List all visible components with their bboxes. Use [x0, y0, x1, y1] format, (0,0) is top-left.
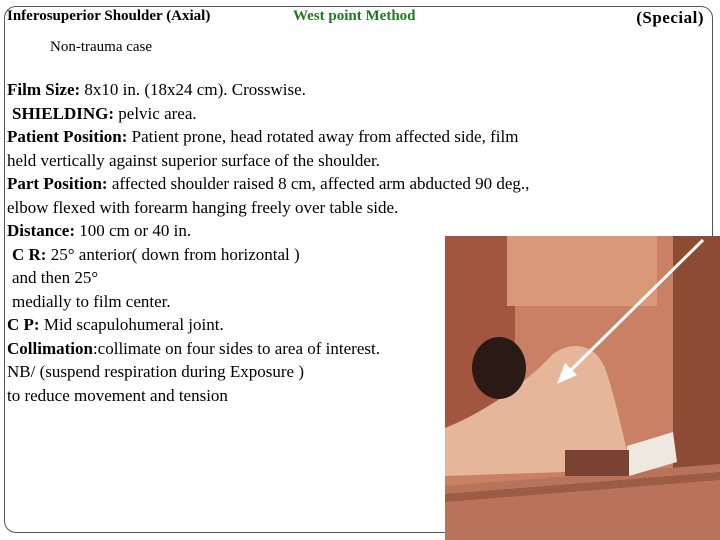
part-position-label: Part Position: — [7, 174, 108, 193]
central-ray-label: C R: — [12, 244, 47, 264]
shielding-line — [7, 102, 537, 126]
part-position-value: affected shoulder raised 8 cm, affected arm abducted 90 deg., elbow flexed with forearm hanging freely over table side. — [7, 174, 530, 217]
central-ray-line-3: medially to film center. — [12, 291, 171, 311]
part-position-line — [7, 172, 537, 219]
distance-label: Distance: — [7, 221, 75, 240]
central-point-value: Mid scapulohumeral joint. — [39, 315, 224, 334]
central-ray-value: 25° anterior( down from horizontal ) — [46, 244, 300, 264]
patient-position-value: Patient prone, head rotated away from affected side, film held vertically against superior surface of the shoulder. — [7, 127, 519, 170]
procedure-text — [7, 78, 537, 407]
shielding-label: SHIELDING: — [12, 103, 115, 123]
note-line: NB/ (suspend respiration during Exposure ) — [7, 362, 304, 381]
method-title: West point Method — [293, 8, 416, 24]
distance-value: 100 cm or 40 in. — [74, 221, 192, 240]
shielding-value: pelvic area. — [114, 103, 197, 123]
central-point-line — [7, 313, 537, 337]
collimation-line — [7, 337, 537, 361]
collimation-label: Collimation — [7, 338, 93, 358]
film-size-value: 8x10 in. (18x24 cm). Crosswise. — [80, 80, 306, 99]
collimation-value: :collimate on four sides to area of interest. — [92, 338, 380, 358]
patient-position-line — [7, 125, 537, 172]
patient-position-label: Patient Position: — [7, 127, 128, 146]
film-size-label: Film Size: — [7, 80, 81, 99]
support-block — [565, 450, 629, 476]
film-size-line — [7, 78, 537, 102]
distance-line — [7, 219, 537, 243]
central-ray-line — [7, 243, 537, 267]
page-title: Inferosuperior Shoulder (Axial) — [7, 8, 211, 24]
category-label: (Special) — [636, 8, 704, 27]
central-point-label: C P: — [7, 315, 40, 334]
central-ray-line-2: and then 25° — [12, 268, 99, 287]
subtitle: Non-trauma case — [50, 39, 153, 55]
note-line-2: to reduce movement and tension — [7, 385, 228, 405]
